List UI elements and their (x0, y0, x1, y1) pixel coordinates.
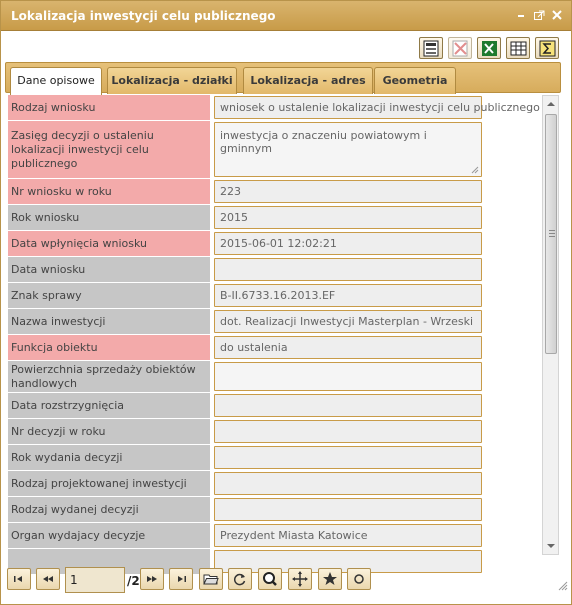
minimize-icon[interactable] (515, 8, 527, 22)
scroll-down-icon[interactable] (546, 541, 556, 551)
field-row-nazwa-inwestycji (8, 309, 540, 335)
field-row-powierzchnia-sprzedazy (8, 361, 540, 393)
field-row-zasieg-decyzji (8, 121, 540, 179)
vertical-scrollbar[interactable] (542, 95, 559, 555)
sum-icon[interactable] (535, 37, 559, 59)
rodzaj-wydanej-field[interactable] (214, 498, 482, 521)
field-label: Zasięg decyzji o ustaleniu lokalizacji inwestycji celu publicznego (8, 121, 211, 178)
resize-grip-icon[interactable] (472, 167, 479, 174)
page-number-input[interactable]: 1 (65, 567, 125, 593)
prev-page-icon[interactable] (36, 568, 60, 590)
next-page-icon[interactable] (140, 568, 164, 590)
field-label: Nazwa inwestycji (8, 309, 211, 334)
scroll-up-icon[interactable] (546, 99, 556, 109)
rodzaj-wniosku-field[interactable]: wniosek o ustalenie lokalizacji inwestycji celu publicznego (214, 96, 482, 119)
field-row-rodzaj-wydanej (8, 497, 540, 523)
field-row-organ-wydajacy (8, 523, 540, 549)
rok-wydania-field[interactable] (214, 446, 482, 469)
field-label: Rodzaj projektowanej inwestycji (8, 471, 211, 496)
data-wplyniecia-field[interactable]: 2015-06-01 12:02:21 (214, 232, 482, 255)
nr-decyzji-field[interactable] (214, 420, 482, 443)
delete-icon[interactable] (448, 37, 472, 59)
field-label: Organ wydajacy decyzje (8, 523, 211, 548)
first-page-icon[interactable] (7, 568, 31, 590)
toolbar (1, 31, 571, 61)
title-bar[interactable] (1, 1, 571, 31)
excel-export-icon[interactable] (477, 37, 501, 59)
circle-icon[interactable] (347, 568, 371, 590)
field-row-rok-wydania (8, 445, 540, 471)
tab-lokalizacja-dzialki[interactable]: Lokalizacja - działki (107, 67, 237, 94)
zasieg-decyzji-field[interactable] (214, 122, 482, 177)
rok-wniosku-field[interactable]: 2015 (214, 206, 482, 229)
nazwa-inwestycji-field[interactable]: dot. Realizacji Inwestycji Masterplan - Wrzeski (214, 310, 482, 333)
field-label: Funkcja obiektu (8, 335, 211, 360)
organ-wydajacy-field[interactable]: Prezydent Miasta Katowice (214, 524, 482, 547)
zasieg-decyzji-value: inwestycja o znaczeniu powiatowym i gminnym (220, 129, 427, 155)
field-row-funkcja-obiektu (8, 335, 540, 361)
data-wniosku-field[interactable] (214, 258, 482, 281)
field-label: Rok wydania decyzji (8, 445, 211, 470)
tab-dane-opisowe[interactable]: Dane opisowe (10, 67, 102, 95)
tab-geometria[interactable]: Geometria (374, 67, 456, 94)
popout-icon[interactable] (533, 8, 545, 22)
table-view-icon[interactable] (506, 37, 530, 59)
field-row-rodzaj-projektowanej (8, 471, 540, 497)
znak-sprawy-field[interactable]: B-II.6733.16.2013.EF (214, 284, 482, 307)
funkcja-obiektu-field[interactable]: do ustalenia (214, 336, 482, 359)
field-row-nr-decyzji (8, 419, 540, 445)
edit-form-icon[interactable] (419, 37, 443, 59)
zoom-icon[interactable] (258, 568, 282, 590)
field-label: Data wniosku (8, 257, 211, 282)
field-row-data-wniosku (8, 257, 540, 283)
page-total: /2 (127, 574, 140, 588)
star-icon[interactable] (318, 568, 342, 590)
close-icon[interactable] (551, 8, 563, 22)
field-label: Rodzaj wniosku (8, 95, 211, 120)
field-row-rok-wniosku (8, 205, 540, 231)
field-row-data-wplyniecia (8, 231, 540, 257)
window-title: Lokalizacja inwestycji celu publicznego (11, 9, 276, 23)
window-resize-icon[interactable] (558, 581, 568, 591)
data-rozstrzygniecia-field[interactable] (214, 394, 482, 417)
field-label: Data wpłynięcia wniosku (8, 231, 211, 256)
refresh-icon[interactable] (228, 568, 252, 590)
field-row-rodzaj-wniosku (8, 95, 540, 121)
field-row-data-rozstrzygniecia (8, 393, 540, 419)
move-icon[interactable] (288, 568, 312, 590)
field-label: Nr decyzji w roku (8, 419, 211, 444)
field-row-nr-wniosku (8, 179, 540, 205)
field-label: Nr wniosku w roku (8, 179, 211, 204)
field-label: Rok wniosku (8, 205, 211, 230)
field-label: Powierzchnia sprzedaży obiektów handlowych (8, 361, 211, 392)
field-row-znak-sprawy (8, 283, 540, 309)
pager (1, 564, 571, 594)
field-label: Rodzaj wydanej decyzji (8, 497, 211, 522)
powierzchnia-sprzedazy-field[interactable] (214, 362, 482, 391)
tab-lokalizacja-adres[interactable]: Lokalizacja - adres (243, 67, 373, 94)
open-folder-icon[interactable] (199, 568, 223, 590)
rodzaj-projektowanej-field[interactable] (214, 472, 482, 495)
scroll-thumb[interactable] (545, 114, 557, 354)
last-page-icon[interactable] (169, 568, 193, 590)
field-label: Data rozstrzygnięcia (8, 393, 211, 418)
nr-wniosku-field[interactable]: 223 (214, 180, 482, 203)
form-grid (8, 95, 540, 555)
tab-strip (5, 62, 561, 93)
field-label: Znak sprawy (8, 283, 211, 308)
